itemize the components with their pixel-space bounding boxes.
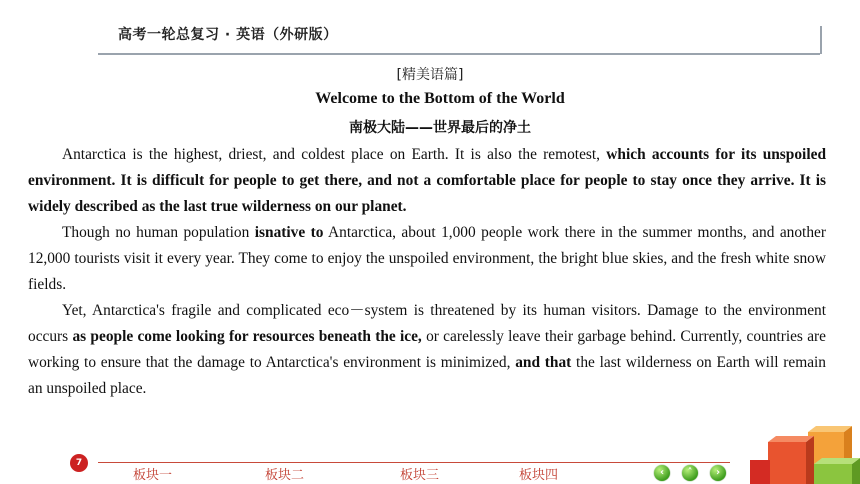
p3-highlight-1: as people come looking for resources beneath the ice, [72,328,422,345]
header-vertical-divider [820,26,822,54]
tab-section-4[interactable]: 板块四 [519,468,559,483]
paragraph-3 [28,298,826,402]
paragraph-1 [28,142,826,220]
chevron-up-icon: ˄ [687,467,693,478]
chevron-left-icon: ‹ [659,467,665,478]
next-page-button[interactable] [710,465,726,481]
tab-section-2[interactable]: 板块二 [265,468,305,483]
p2-text-b: Antarctica, about 1,000 people work there in the summer months, and another 12,000 tourists visit it every year. They come to enjoy the unspoiled environment, the bright blue skies, and the fresh white snow fields. [28,224,826,293]
p2-text-a: Though no human population [62,224,255,241]
p1-highlight: which accounts for its unspoiled environment. It is difficult for people to get there, and not a comfortable place for people to stay once they arrive. It is widely described as the last true wilderness on our planet. [28,146,826,215]
paragraph-2 [28,220,826,298]
p3-text-c: the last wilderness on Earth will remain an unspoiled place. [28,354,826,397]
footer-divider [98,462,730,463]
p2-highlight: isnative to [254,224,324,241]
tab-section-3[interactable]: 板块三 [400,468,440,483]
prev-page-button[interactable] [654,465,670,481]
article-subtitle: 南极大陆——世界最后的净土 [349,120,531,136]
chevron-right-icon: › [715,467,721,478]
course-header-title: 高考一轮总复习 · 英语（外研版） [118,27,338,43]
section-tag: [精美语篇] [396,67,464,83]
p1-text: Antarctica is the highest, driest, and coldest place on Earth. It is also the remotest, [62,146,607,163]
decorative-cubes-icon [748,424,860,484]
article-body [28,142,826,402]
p3-text-a: Yet, Antarctica's fragile and complicated eco－system is threatened by its human visitors. Damage to the environment occurs [28,302,826,345]
tab-section-1[interactable]: 板块一 [133,468,173,483]
article-title: Welcome to the Bottom of the World [315,90,565,107]
p3-text-b: or carelessly leave their garbage behind. Currently, countries are working to ensure that the damage to Antarctica's environment is minimized, [28,328,826,371]
home-up-button[interactable] [682,465,698,481]
p3-highlight-2: and that [515,354,572,371]
page-number-badge: 7 [70,454,88,472]
header-divider [98,53,820,55]
